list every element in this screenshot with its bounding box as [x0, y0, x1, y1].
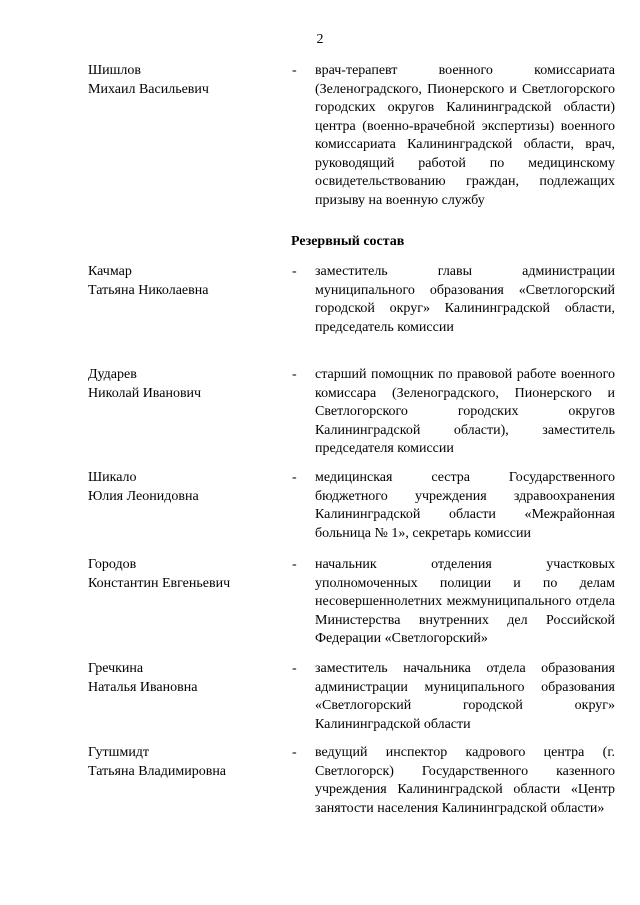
- member-role: заместитель начальника отдела образования администрации муниципального образования «Светлогорский городской округ» Калининградской области: [315, 661, 615, 732]
- member-surname: Гутшмидт: [88, 745, 150, 760]
- member-role: начальник отделения участковых уполномоченных полиции и по делам несовершеннолетних межмуниципального отдела Министерства внутренних дел Российской Федерации «Светлогорский»: [315, 557, 615, 646]
- member-name: [88, 660, 278, 697]
- member-name: [88, 469, 278, 506]
- dash-separator: -: [292, 264, 297, 279]
- member-role: заместитель главы администрации муниципального образования «Светлогорский городской округ» Калининградской области, председатель комиссии: [315, 264, 615, 335]
- member-role: медицинская сестра Государственного бюджетного учреждения здравоохранения Калининградской области «Межрайонная больница № 1», секретарь комиссии: [315, 470, 615, 541]
- dash-separator: -: [292, 661, 297, 676]
- page-number: 2: [316, 32, 324, 47]
- section-heading: Резервный состав: [291, 234, 405, 249]
- member-surname: Шишлов: [88, 63, 141, 78]
- member-given-names: Юлия Леонидовна: [88, 488, 199, 504]
- member-name: [88, 263, 278, 300]
- member-given-names: Николай Иванович: [88, 385, 202, 401]
- member-surname: Дударев: [88, 367, 137, 382]
- member-given-names: Михаил Васильевич: [88, 81, 209, 97]
- dash-separator: -: [292, 557, 297, 572]
- member-surname: Качмар: [88, 264, 132, 279]
- member-name: [88, 62, 278, 99]
- member-given-names: Татьяна Николаевна: [88, 282, 209, 298]
- dash-separator: -: [292, 63, 297, 78]
- dash-separator: -: [292, 470, 297, 485]
- dash-separator: -: [292, 745, 297, 760]
- member-name: [88, 744, 278, 781]
- member-role: ведущий инспектор кадрового центра (г. Светлогорск) Государственного казенного учреждения Калининградской области «Центр занятости населения Калининградской области»: [315, 745, 615, 816]
- member-given-names: Константин Евгеньевич: [88, 575, 231, 591]
- member-surname: Гречкина: [88, 661, 144, 676]
- member-name: [88, 556, 278, 593]
- member-role: врач-терапевт военного комиссариата (Зеленоградского, Пионерского и Светлогорского городских округов Калининградской области) центра (военно-врачебной экспертизы) военного комиссариата Калининградской области, врач, руководящий работой по медицинскому освидетельствованию граждан, подлежащих призыву на военную службу: [315, 63, 615, 208]
- member-given-names: Наталья Ивановна: [88, 679, 198, 695]
- member-given-names: Татьяна Владимировна: [88, 763, 227, 779]
- dash-separator: -: [292, 367, 297, 382]
- member-name: [88, 366, 278, 403]
- member-role: старший помощник по правовой работе военного комиссара (Зеленоградского, Пионерского и Светлогорского городских округов Калининградской области), заместитель председателя комиссии: [315, 367, 615, 456]
- member-surname: Шикало: [88, 470, 137, 485]
- member-surname: Городов: [88, 557, 137, 572]
